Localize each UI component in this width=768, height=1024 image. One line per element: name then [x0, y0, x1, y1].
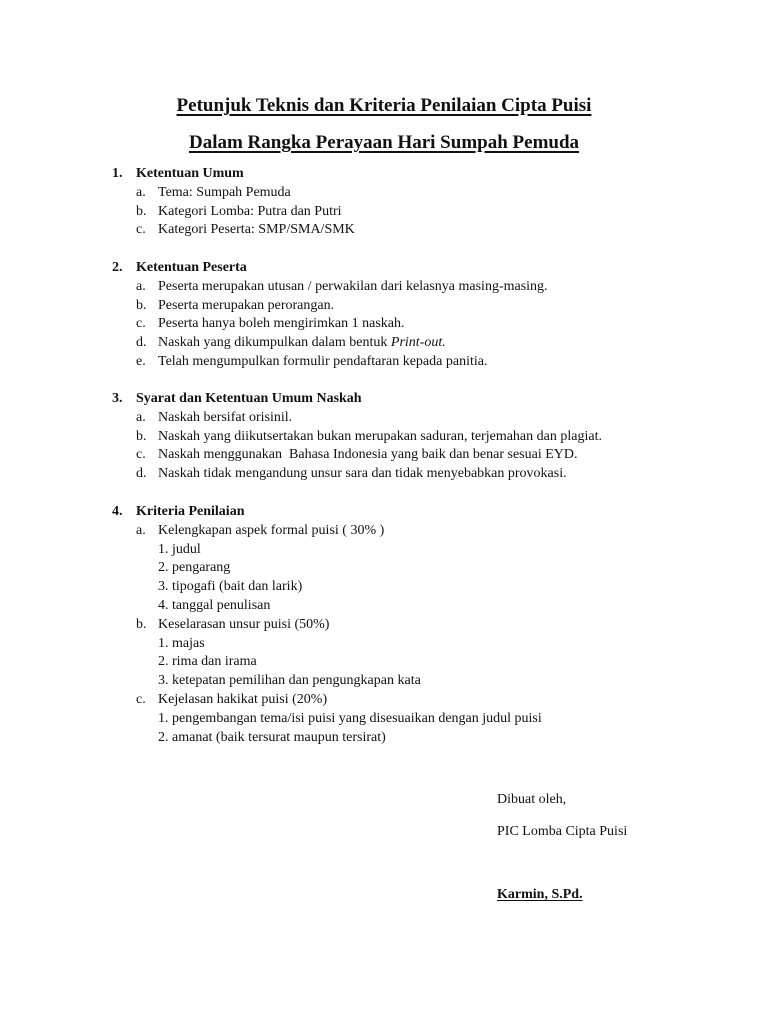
list-item-text: Peserta merupakan utusan / perwakilan dari kelasnya masing-masing. [158, 278, 548, 294]
list-item [0, 409, 768, 428]
section-heading: Kriteria Penilaian [136, 504, 245, 519]
list-item-letter: d. [136, 335, 147, 351]
section-4 [0, 503, 768, 747]
list-item [0, 522, 768, 541]
list-item-text-wrap [158, 409, 292, 428]
list-item-letter: a. [136, 184, 146, 200]
list-item-text-wrap [158, 184, 291, 203]
section-number: 1. [112, 166, 123, 181]
list-item-text: Keselarasan unsur puisi (50%) [158, 616, 330, 632]
list-item-text: 3. ketepatan pemilihan dan pengungkapan kata [158, 673, 421, 689]
list-item-text-wrap [158, 465, 567, 484]
section-2 [0, 259, 768, 372]
list-item-text-wrap [158, 353, 487, 372]
list-item-text-wrap [158, 446, 577, 465]
list-item-letter: c. [136, 447, 146, 463]
list-item-letter: a. [136, 409, 146, 425]
section-number: 4. [112, 504, 123, 519]
list-item [0, 353, 768, 372]
list-item-text-wrap [158, 278, 548, 297]
section-3 [0, 390, 768, 484]
list-item [0, 616, 768, 635]
list-item-text: 1. majas [158, 635, 205, 651]
list-item [0, 672, 768, 691]
list-item-text-wrap [158, 635, 205, 654]
list-item-text-wrap [158, 710, 542, 729]
list-item-letter: b. [136, 203, 147, 219]
list-item [0, 710, 768, 729]
list-item-letter: b. [136, 616, 147, 632]
list-item-text-wrap [158, 691, 327, 710]
section-heading-row [0, 503, 768, 522]
list-item-text-wrap [158, 541, 201, 560]
list-item [0, 203, 768, 222]
list-item-text: Naskah yang dikumpulkan dalam bentuk [158, 335, 391, 351]
list-item-text: Kejelasan hakikat puisi (20%) [158, 691, 328, 707]
list-item-text-wrap [158, 315, 404, 334]
list-item-text: Naskah yang diikutsertakan bukan merupakan saduran, terjemahan dan plagiat. [158, 428, 602, 444]
list-item-italic-text: Print-out. [390, 335, 446, 351]
list-item-letter: c. [136, 691, 146, 707]
list-item-letter: a. [136, 522, 146, 538]
list-item [0, 578, 768, 597]
list-item-text: Kategori Lomba: Putra dan Putri [158, 203, 342, 219]
signature-made-by: Dibuat oleh, [497, 792, 567, 807]
list-item [0, 597, 768, 616]
list-item-text: 2. amanat (baik tersurat maupun tersirat) [158, 729, 386, 745]
list-item-text: Peserta hanya boleh mengirimkan 1 naskah. [158, 316, 405, 332]
list-item-text: Kelengkapan aspek formal puisi ( 30% ) [158, 522, 385, 538]
signature-name: Karmin, S.Pd. [497, 887, 583, 902]
list-item-text-wrap [158, 221, 355, 240]
list-item [0, 691, 768, 710]
list-item [0, 221, 768, 240]
list-item-text-wrap [158, 578, 302, 597]
list-item [0, 559, 768, 578]
list-item-text: Naskah menggunakan Bahasa Indonesia yang baik dan benar sesuai EYD. [158, 447, 578, 463]
list-item-text: Naskah tidak mengandung unsur sara dan tidak menyebabkan provokasi. [158, 466, 567, 482]
list-item [0, 446, 768, 465]
list-item [0, 334, 768, 353]
list-item-text: 2. rima dan irama [158, 654, 257, 670]
list-item [0, 541, 768, 560]
section-heading: Ketentuan Peserta [136, 260, 247, 275]
list-item-text-wrap [158, 672, 421, 691]
list-item-text: Naskah bersifat orisinil. [158, 409, 293, 425]
list-item-text-wrap [158, 203, 342, 222]
list-item [0, 184, 768, 203]
list-item-text: 1. pengembangan tema/isi puisi yang disesuaikan dengan judul puisi [158, 710, 542, 726]
list-item-text: 4. tanggal penulisan [158, 597, 271, 613]
list-item-text-wrap [158, 297, 334, 316]
section-heading-row [0, 259, 768, 278]
list-item-text-wrap [158, 334, 446, 353]
list-item [0, 297, 768, 316]
document-subtitle: Dalam Rangka Perayaan Hari Sumpah Pemuda [188, 132, 580, 153]
list-item-letter: e. [136, 353, 146, 369]
list-item [0, 278, 768, 297]
list-item-letter: c. [136, 316, 146, 332]
list-item-text: 2. pengarang [158, 560, 231, 576]
section-heading-row [0, 390, 768, 409]
list-item-text: 3. tipogafi (bait dan larik) [158, 579, 303, 595]
list-item [0, 465, 768, 484]
list-item-letter: c. [136, 222, 146, 238]
list-item-text-wrap [158, 559, 230, 578]
list-item-text: Kategori Peserta: SMP/SMA/SMK [158, 222, 355, 238]
section-heading-row [0, 165, 768, 184]
list-item-letter: d. [136, 466, 147, 482]
list-item-text-wrap [158, 653, 257, 672]
list-item [0, 635, 768, 654]
list-item [0, 428, 768, 447]
list-item-text: Peserta merupakan perorangan. [158, 297, 335, 313]
signature-role: PIC Lomba Cipta Puisi [497, 824, 628, 839]
list-item [0, 315, 768, 334]
list-item-letter: a. [136, 278, 146, 294]
list-item [0, 729, 768, 748]
list-item-text: 1. judul [158, 541, 201, 557]
list-item-letter: b. [136, 428, 147, 444]
list-item-text-wrap [158, 522, 384, 541]
section-heading: Ketentuan Umum [136, 166, 244, 181]
list-item-text-wrap [158, 428, 602, 447]
section-1 [0, 165, 768, 240]
section-number: 2. [112, 260, 123, 275]
list-item-text: Telah mengumpulkan formulir pendaftaran kepada panitia. [158, 353, 488, 369]
list-item-letter: b. [136, 297, 147, 313]
list-item-text-wrap [158, 729, 386, 748]
list-item-text-wrap [158, 616, 329, 635]
document-title: Petunjuk Teknis dan Kriteria Penilaian Cipta Puisi [176, 95, 592, 116]
list-item-text-wrap [158, 597, 270, 616]
section-heading: Syarat dan Ketentuan Umum Naskah [136, 391, 362, 406]
list-item [0, 653, 768, 672]
list-item-text: Tema: Sumpah Pemuda [158, 184, 291, 200]
section-number: 3. [112, 391, 123, 406]
